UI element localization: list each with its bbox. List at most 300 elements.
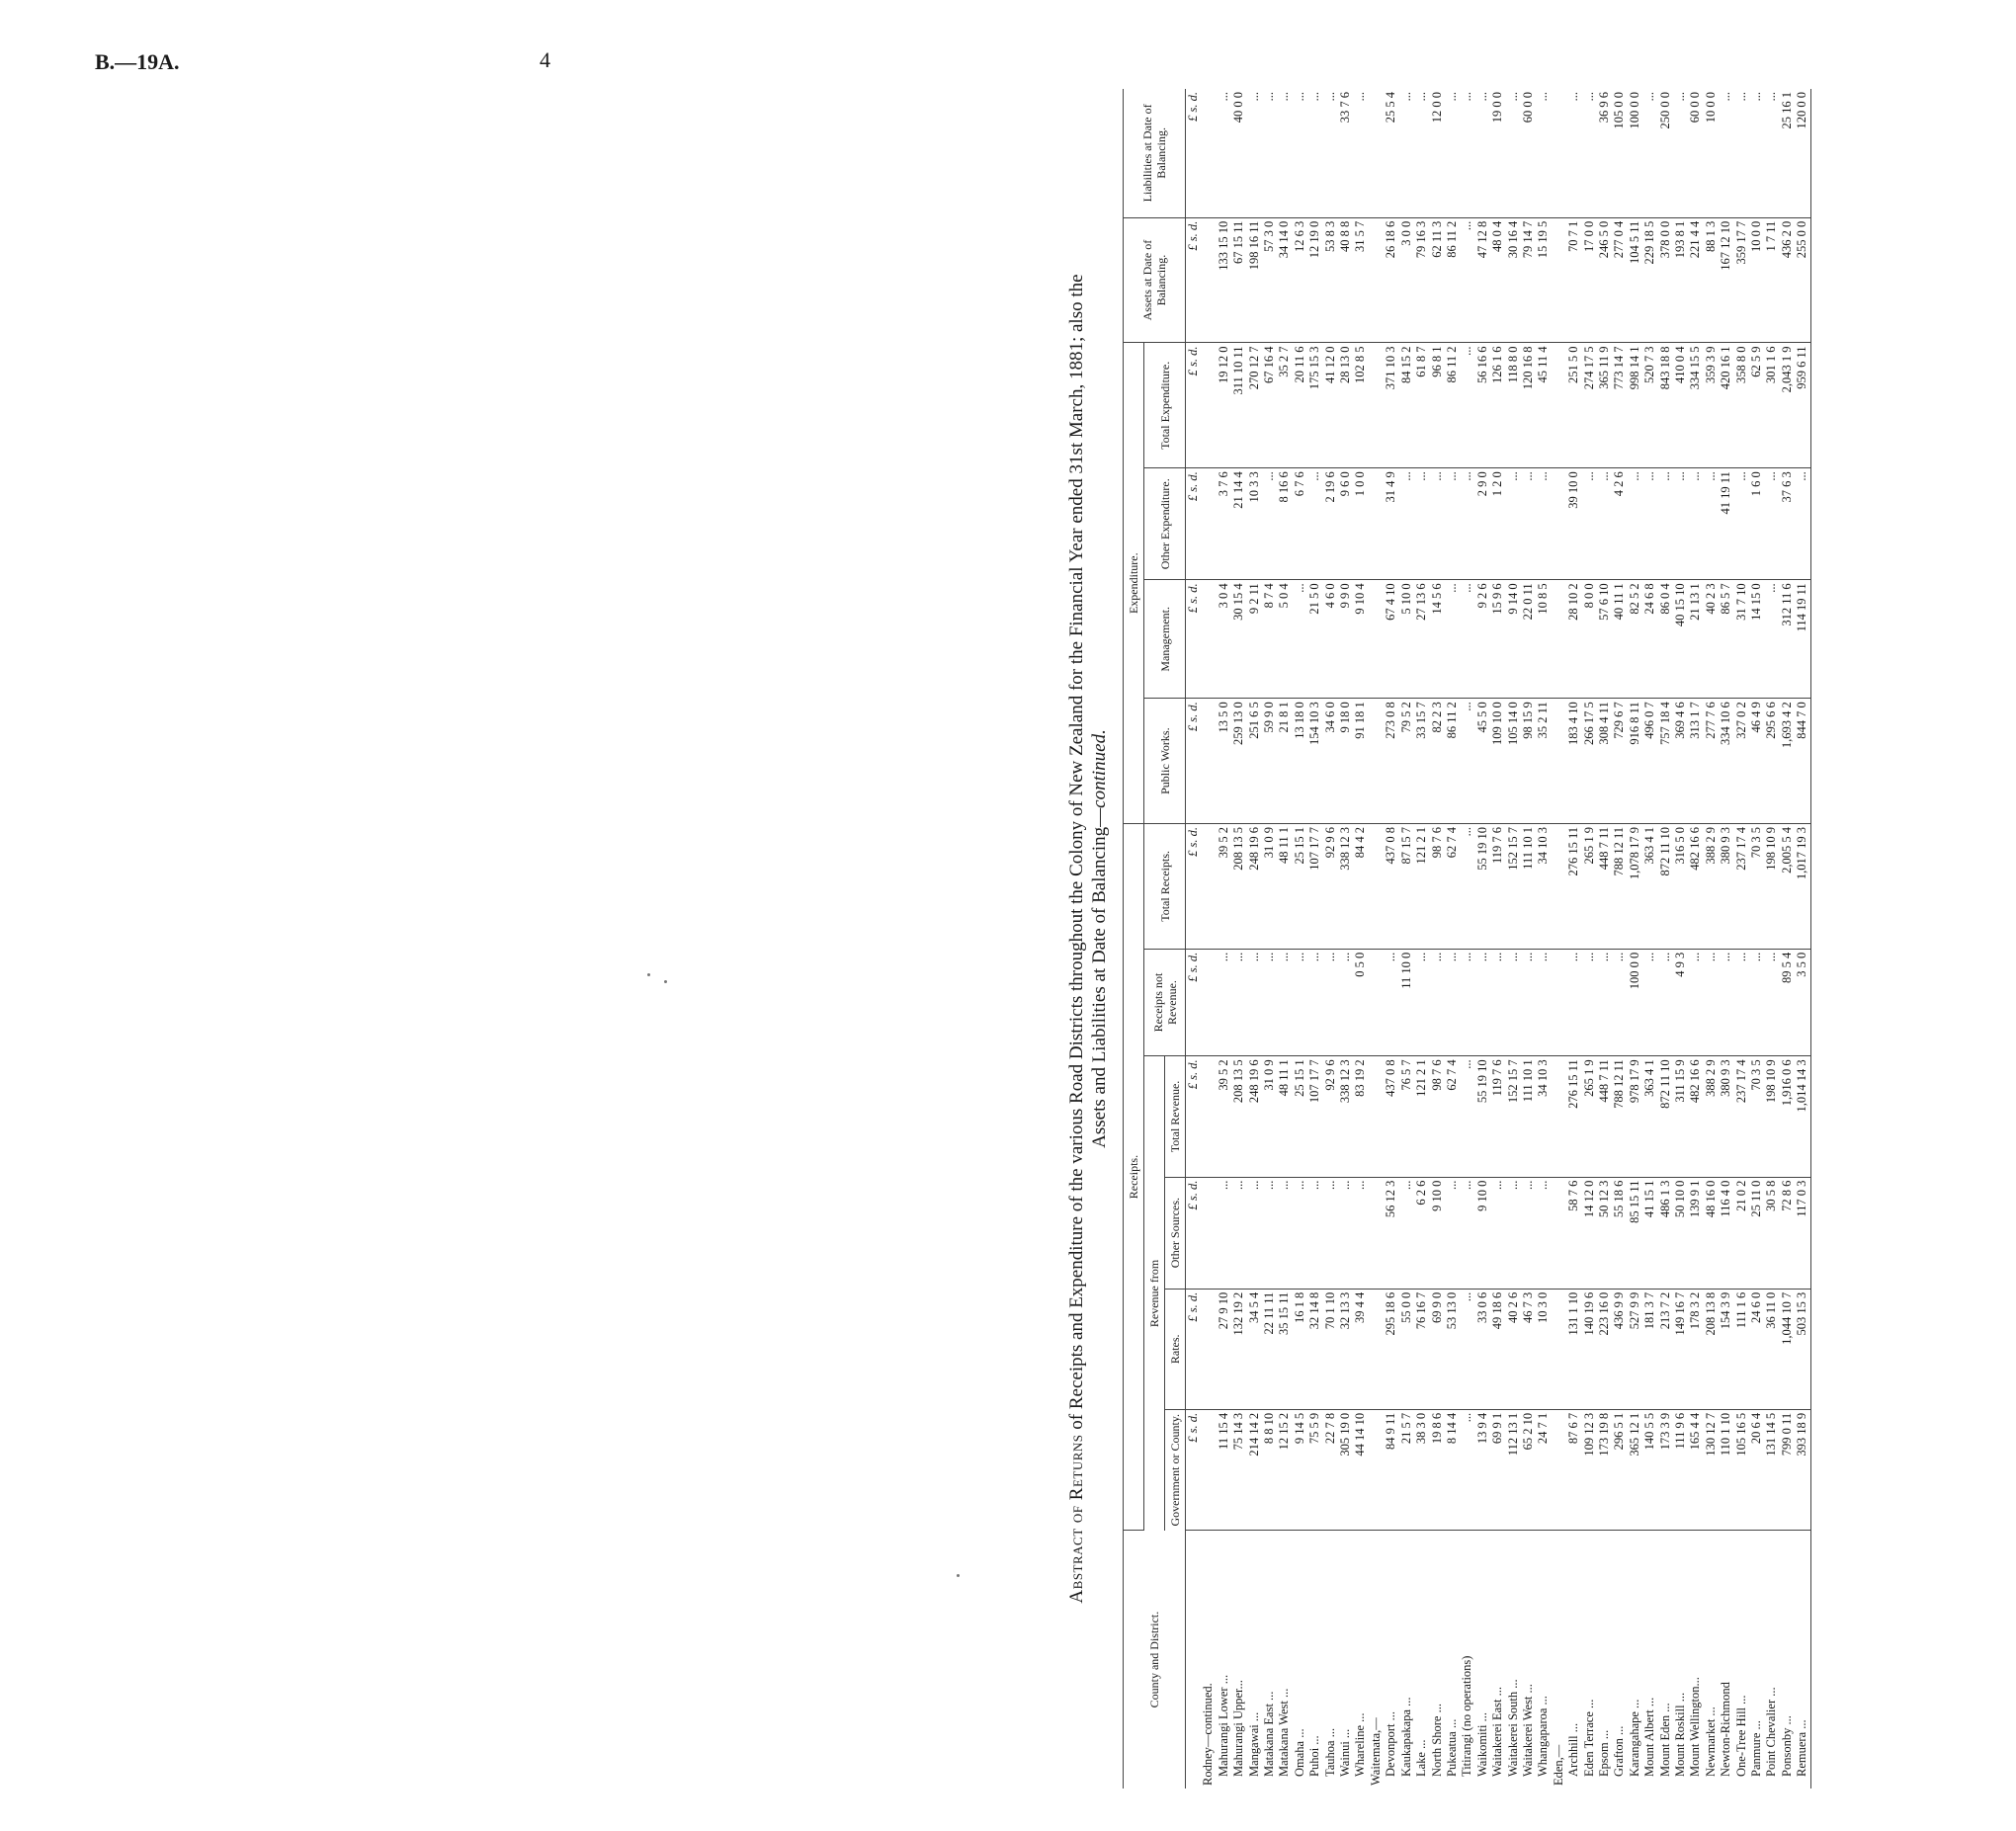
table-cell: 22 7 8 — [1323, 1409, 1338, 1530]
table-cell: ... — [1414, 949, 1429, 1056]
table-cell — [1552, 89, 1566, 217]
table-cell: 31 0 9 — [1262, 1056, 1277, 1177]
table-cell: ... — [1445, 468, 1460, 580]
table-cell: ... — [1795, 468, 1810, 580]
leader-dots — [1201, 1531, 1216, 1559]
table-cell: 338 12 3 — [1338, 1056, 1353, 1177]
table-cell: 12 19 0 — [1307, 217, 1322, 343]
table-cell: 149 16 7 — [1673, 1289, 1688, 1409]
table-cell — [1369, 949, 1384, 1056]
table-row — [1597, 89, 1612, 1789]
leader-dots — [1506, 1531, 1521, 1559]
table-cell: 266 17 5 — [1582, 699, 1597, 824]
county-heading-row — [1369, 89, 1384, 1789]
table-cell: 107 17 7 — [1307, 824, 1322, 950]
table-cell: 35 2 7 — [1277, 343, 1292, 468]
table-cell: 436 9 9 — [1612, 1289, 1627, 1409]
table-cell: ... — [1506, 89, 1521, 217]
leader-dots — [1430, 1531, 1445, 1559]
table-cell: 6 7 6 — [1293, 468, 1307, 580]
table-cell: 388 2 9 — [1704, 824, 1719, 950]
table-cell: 34 5 4 — [1247, 1289, 1262, 1409]
table-row — [1795, 89, 1810, 1789]
district-name: One-Tree Hill ... — [1733, 1695, 1748, 1777]
table-cell: 1 2 0 — [1490, 468, 1505, 580]
leader-dots — [1795, 1531, 1810, 1559]
table-cell: 48 11 1 — [1277, 1056, 1292, 1177]
table-cell: 109 10 0 — [1490, 699, 1505, 824]
table-cell: ... — [1430, 949, 1445, 1056]
district-name: Mangawai ... — [1246, 1711, 1261, 1777]
table-cell: 100 0 0 — [1628, 949, 1642, 1056]
table-cell: 47 12 8 — [1475, 217, 1490, 343]
table-cell: 152 15 7 — [1506, 1056, 1521, 1177]
table-cell: 11 15 4 — [1217, 1409, 1231, 1530]
table-cell: 19 12 0 — [1217, 343, 1231, 468]
table-cell: 154 10 3 — [1307, 699, 1322, 824]
table-cell: 2,043 1 9 — [1780, 343, 1795, 468]
table-row — [1460, 89, 1474, 1789]
table-cell: ... — [1597, 949, 1612, 1056]
district-name: Waitakerei West ... — [1520, 1684, 1535, 1777]
table-cell: 998 14 1 — [1628, 343, 1642, 468]
header-total-revenue: Total Revenue. — [1165, 1056, 1186, 1177]
table-cell: 799 0 11 — [1780, 1409, 1795, 1530]
table-cell: 26 18 6 — [1384, 217, 1398, 343]
table-cell: 34 14 0 — [1277, 217, 1292, 343]
table-cell: ... — [1460, 1056, 1474, 1177]
table-cell: 1,017 19 3 — [1795, 824, 1810, 950]
header-government: Government or County. — [1165, 1409, 1186, 1530]
table-cell: 8 7 4 — [1262, 580, 1277, 699]
table-title — [1065, 89, 1111, 1789]
leader-dots — [1704, 1531, 1719, 1559]
table-cell — [1201, 1289, 1216, 1409]
table-cell: 13 5 0 — [1217, 699, 1231, 824]
leader-dots — [1475, 1531, 1490, 1559]
table-cell: 410 0 4 — [1673, 343, 1688, 468]
table-cell — [1552, 1409, 1566, 1530]
leader-dots — [1764, 1531, 1779, 1559]
table-cell: 729 6 7 — [1612, 699, 1627, 824]
table-cell — [1201, 89, 1216, 217]
table-cell: 1 0 0 — [1353, 468, 1368, 580]
table-cell: 41 19 11 — [1719, 468, 1733, 580]
table-cell: 2 9 0 — [1475, 468, 1490, 580]
table-cell: 55 18 6 — [1612, 1177, 1627, 1289]
table-cell: 120 16 8 — [1521, 343, 1536, 468]
table-cell: 31 0 9 — [1262, 824, 1277, 950]
table-cell: 959 6 11 — [1795, 343, 1810, 468]
table-cell: 21 8 1 — [1277, 699, 1292, 824]
units-cell: £ s. d. — [1186, 1409, 1202, 1530]
table-cell: 119 7 6 — [1490, 824, 1505, 950]
table-cell: 198 10 9 — [1764, 1056, 1779, 1177]
table-cell: ... — [1293, 949, 1307, 1056]
table-cell: 276 15 11 — [1566, 1056, 1581, 1177]
table-cell: ... — [1399, 1177, 1414, 1289]
table-cell: 277 7 6 — [1704, 699, 1719, 824]
header-receipts: Receipts. — [1124, 824, 1144, 1531]
table-cell: 237 17 4 — [1734, 1056, 1749, 1177]
leader-dots — [1673, 1531, 1688, 1559]
table-row — [1658, 89, 1673, 1789]
table-cell: 84 9 11 — [1384, 1409, 1398, 1530]
table-cell — [1369, 1289, 1384, 1409]
table-cell: 527 9 9 — [1628, 1289, 1642, 1409]
table-cell: 843 18 8 — [1658, 343, 1673, 468]
table-cell: 70 7 1 — [1566, 217, 1581, 343]
table-cell: 8 14 4 — [1445, 1409, 1460, 1530]
table-cell: 27 13 6 — [1414, 580, 1429, 699]
table-cell: 24 6 8 — [1642, 580, 1657, 699]
header-county: County and District. — [1124, 1531, 1186, 1789]
table-cell: 10 0 0 — [1749, 217, 1764, 343]
table-cell: ... — [1506, 1177, 1521, 1289]
table-row — [1490, 89, 1505, 1789]
table-cell: 237 17 4 — [1734, 824, 1749, 950]
table-cell: 437 0 8 — [1384, 824, 1398, 950]
table-cell: ... — [1384, 949, 1398, 1056]
table-cell: 208 13 5 — [1231, 824, 1246, 950]
county-name: Waitemata,— — [1368, 1717, 1383, 1786]
title-prefix: Abstract of Returns — [1066, 1434, 1087, 1604]
table-cell: 87 15 7 — [1399, 824, 1414, 950]
table-cell: 334 15 5 — [1688, 343, 1703, 468]
table-cell — [1552, 468, 1566, 580]
table-cell: ... — [1734, 89, 1749, 217]
table-cell: 277 0 4 — [1612, 217, 1627, 343]
leader-dots — [1628, 1531, 1642, 1559]
table-cell — [1369, 580, 1384, 699]
county-heading-row — [1552, 89, 1566, 1789]
table-cell: 844 7 0 — [1795, 699, 1810, 824]
table-cell: 56 12 3 — [1384, 1177, 1398, 1289]
table-cell: 369 4 6 — [1673, 699, 1688, 824]
table-cell: ... — [1582, 949, 1597, 1056]
leader-dots — [1247, 1531, 1262, 1559]
table-cell: 37 6 3 — [1780, 468, 1795, 580]
table-cell: 420 16 1 — [1719, 343, 1733, 468]
table-cell: 273 0 8 — [1384, 699, 1398, 824]
table-row — [1780, 89, 1795, 1789]
units-cell: £ s. d. — [1186, 949, 1202, 1056]
table-cell — [1201, 580, 1216, 699]
table-cell: 10 3 3 — [1247, 468, 1262, 580]
table-cell: ... — [1582, 89, 1597, 217]
table-cell: ... — [1399, 468, 1414, 580]
leader-dots — [1353, 1531, 1368, 1559]
leader-dots — [1217, 1531, 1231, 1559]
table-cell: 363 4 1 — [1642, 1056, 1657, 1177]
table-cell: ... — [1673, 89, 1688, 217]
table-cell: 378 0 0 — [1658, 217, 1673, 343]
table-cell: 313 1 7 — [1688, 699, 1703, 824]
table-row — [1430, 89, 1445, 1789]
table-cell: 45 11 4 — [1536, 343, 1551, 468]
table-row — [1764, 89, 1779, 1789]
table-cell — [1552, 580, 1566, 699]
table-cell: 34 10 3 — [1536, 824, 1551, 950]
table-cell — [1552, 1056, 1566, 1177]
table-cell: 41 12 0 — [1323, 343, 1338, 468]
table-cell: ... — [1460, 699, 1474, 824]
table-cell: ... — [1566, 89, 1581, 217]
table-cell: 14 12 0 — [1582, 1177, 1597, 1289]
district-name: Point Chevalier ... — [1764, 1687, 1779, 1777]
table-cell: 788 12 11 — [1612, 824, 1627, 950]
table-cell: 58 7 6 — [1566, 1177, 1581, 1289]
table-cell: 208 13 5 — [1231, 1056, 1246, 1177]
table-cell: 133 15 10 — [1217, 217, 1231, 343]
table-cell: 38 3 0 — [1414, 1409, 1429, 1530]
table-cell — [1369, 1056, 1384, 1177]
table-cell: 53 8 3 — [1323, 217, 1338, 343]
table-row — [1338, 89, 1353, 1789]
table-cell: 978 17 9 — [1628, 1056, 1642, 1177]
table-cell: 140 5 5 — [1642, 1409, 1657, 1530]
table-cell: 9 2 11 — [1247, 580, 1262, 699]
table-cell — [1369, 89, 1384, 217]
table-cell: ... — [1719, 949, 1733, 1056]
leader-dots — [1582, 1531, 1597, 1559]
table-cell: 50 10 0 — [1673, 1177, 1688, 1289]
table-cell: 60 0 0 — [1521, 89, 1536, 217]
table-cell — [1201, 1177, 1216, 1289]
table-cell: 55 0 0 — [1399, 1289, 1414, 1409]
table-cell: ... — [1490, 949, 1505, 1056]
table-cell: ... — [1338, 1177, 1353, 1289]
table-cell: 40 8 8 — [1338, 217, 1353, 343]
units-cell: £ s. d. — [1186, 468, 1202, 580]
table-cell: 22 0 11 — [1521, 580, 1536, 699]
table-cell: 9 14 0 — [1506, 580, 1521, 699]
table-cell: ... — [1399, 89, 1414, 217]
table-cell: 139 9 1 — [1688, 1177, 1703, 1289]
table-cell: 208 13 8 — [1704, 1289, 1719, 1409]
county-name: Rodney—continued. — [1201, 1683, 1216, 1786]
table-cell: 132 19 2 — [1231, 1289, 1246, 1409]
table-cell: 88 1 3 — [1704, 217, 1719, 343]
units-cell: £ s. d. — [1186, 89, 1202, 217]
table-cell: 33 0 6 — [1475, 1289, 1490, 1409]
table-cell: ... — [1764, 89, 1779, 217]
table-cell: ... — [1293, 89, 1307, 217]
leader-dots — [1780, 1531, 1795, 1559]
table-cell: 8 8 10 — [1262, 1409, 1277, 1530]
table-cell — [1201, 949, 1216, 1056]
table-row — [1612, 89, 1627, 1789]
table-cell: ... — [1293, 580, 1307, 699]
table-row — [1521, 89, 1536, 1789]
table-cell: 67 16 4 — [1262, 343, 1277, 468]
district-name: Wainui ... — [1338, 1728, 1353, 1777]
table-cell: 872 11 10 — [1658, 1056, 1673, 1177]
units-cell: £ s. d. — [1186, 1177, 1202, 1289]
district-name: Devonport ... — [1384, 1711, 1398, 1777]
table-cell: 388 2 9 — [1704, 1056, 1719, 1177]
table-cell — [1201, 1409, 1216, 1530]
table-cell: 9 9 0 — [1338, 580, 1353, 699]
table-cell: 198 10 9 — [1764, 824, 1779, 950]
table-cell: 178 3 2 — [1688, 1289, 1703, 1409]
table-cell: ... — [1277, 1177, 1292, 1289]
table-cell: 311 15 9 — [1673, 1056, 1688, 1177]
table-cell: 1 6 0 — [1749, 468, 1764, 580]
table-cell: 19 8 6 — [1430, 1409, 1445, 1530]
table-cell: 70 3 5 — [1749, 1056, 1764, 1177]
district-name: Whangaparoa ... — [1536, 1696, 1551, 1777]
table-cell: ... — [1521, 1177, 1536, 1289]
table-cell: 183 4 10 — [1566, 699, 1581, 824]
header-public-works: Public Works. — [1144, 699, 1186, 824]
table-cell — [1552, 949, 1566, 1056]
header-other-sources: Other Sources. — [1165, 1177, 1186, 1289]
table-cell: 365 12 1 — [1628, 1409, 1642, 1530]
table-cell — [1201, 1056, 1216, 1177]
table-cell: ... — [1247, 949, 1262, 1056]
district-name: Mount Eden ... — [1657, 1703, 1672, 1777]
table-cell: 9 6 0 — [1338, 468, 1353, 580]
district-name: Mount Albert ... — [1642, 1697, 1657, 1777]
table-cell: ... — [1536, 468, 1551, 580]
header-assets: Assets at Date of Balancing. — [1124, 217, 1186, 343]
table-cell: ... — [1628, 468, 1642, 580]
table-row — [1673, 89, 1688, 1789]
stray-mark — [664, 980, 667, 983]
district-name: Titirangi (no operations) — [1460, 1655, 1474, 1777]
table-cell: 36 11 0 — [1764, 1289, 1779, 1409]
table-cell: ... — [1323, 89, 1338, 217]
table-cell: 107 17 7 — [1307, 1056, 1322, 1177]
table-cell: 246 5 0 — [1597, 217, 1612, 343]
table-cell: ... — [1460, 89, 1474, 217]
table-cell: 327 0 2 — [1734, 699, 1749, 824]
district-name: Kaukapakapa ... — [1398, 1697, 1413, 1777]
table-cell: ... — [1506, 468, 1521, 580]
table-cell: 65 2 10 — [1521, 1409, 1536, 1530]
table-cell: 0 5 0 — [1353, 949, 1368, 1056]
table-cell: ... — [1262, 89, 1277, 217]
table-cell: 365 11 9 — [1597, 343, 1612, 468]
table-cell: ... — [1749, 949, 1764, 1056]
table-cell: 13 9 4 — [1475, 1409, 1490, 1530]
table-cell: 24 6 0 — [1749, 1289, 1764, 1409]
table-cell: 181 3 7 — [1642, 1289, 1657, 1409]
table-cell: 92 9 6 — [1323, 824, 1338, 950]
leader-dots — [1262, 1531, 1277, 1559]
district-name: Lake ... — [1414, 1739, 1429, 1777]
table-cell: ... — [1277, 89, 1292, 217]
table-cell: 916 8 11 — [1628, 699, 1642, 824]
table-cell: 62 7 4 — [1445, 824, 1460, 950]
table-cell: 100 0 0 — [1628, 89, 1642, 217]
table-cell: 14 15 0 — [1749, 580, 1764, 699]
table-cell: 3 5 0 — [1795, 949, 1810, 1056]
table-cell: 69 9 1 — [1490, 1409, 1505, 1530]
table-cell: 32 14 8 — [1307, 1289, 1322, 1409]
table-cell: 193 8 1 — [1673, 217, 1688, 343]
table-cell: ... — [1460, 949, 1474, 1056]
table-cell: ... — [1460, 343, 1474, 468]
table-cell: 62 7 4 — [1445, 1056, 1460, 1177]
table-cell: 92 9 6 — [1323, 1056, 1338, 1177]
table-cell — [1369, 343, 1384, 468]
table-row — [1293, 89, 1307, 1789]
table-cell: 1,014 14 3 — [1795, 1056, 1810, 1177]
table-cell: ... — [1764, 580, 1779, 699]
table-cell: 36 9 6 — [1597, 89, 1612, 217]
table-cell: 39 5 2 — [1217, 824, 1231, 950]
table-cell: 40 15 10 — [1673, 580, 1688, 699]
district-name: Newton-Richmond — [1719, 1682, 1733, 1777]
table-cell: ... — [1247, 1177, 1262, 1289]
leader-dots — [1536, 1531, 1551, 1559]
table-cell: 15 9 6 — [1490, 580, 1505, 699]
table-cell: 16 1 8 — [1293, 1289, 1307, 1409]
table-cell: 87 6 7 — [1566, 1409, 1581, 1530]
table-row — [1642, 89, 1657, 1789]
leader-dots — [1277, 1531, 1292, 1559]
table-cell: 44 14 10 — [1353, 1409, 1368, 1530]
table-cell: 105 0 0 — [1612, 89, 1627, 217]
table-cell: 24 7 1 — [1536, 1409, 1551, 1530]
table-cell: ... — [1323, 1177, 1338, 1289]
table-cell: 46 4 9 — [1749, 699, 1764, 824]
table-cell: 13 18 0 — [1293, 699, 1307, 824]
table-cell: 5 10 0 — [1399, 580, 1414, 699]
table-cell: ... — [1597, 468, 1612, 580]
table-cell: ... — [1460, 580, 1474, 699]
table-cell: ... — [1414, 468, 1429, 580]
table-cell: 1,078 17 9 — [1628, 824, 1642, 950]
table-cell: 14 5 6 — [1430, 580, 1445, 699]
district-name: Karangahape ... — [1627, 1699, 1641, 1777]
table-cell — [1552, 699, 1566, 824]
table-cell: 503 15 3 — [1795, 1289, 1810, 1409]
table-cell: 75 14 3 — [1231, 1409, 1246, 1530]
table-cell: 15 19 5 — [1536, 217, 1551, 343]
leader-dots — [1688, 1531, 1703, 1559]
table-cell — [1369, 468, 1384, 580]
table-row — [1566, 89, 1581, 1789]
table-cell: 380 9 3 — [1719, 1056, 1733, 1177]
table-cell: ... — [1338, 949, 1353, 1056]
table-cell: 76 5 7 — [1399, 1056, 1414, 1177]
table-cell: ... — [1460, 468, 1474, 580]
table-cell: 86 11 2 — [1445, 343, 1460, 468]
table-cell: 89 5 4 — [1780, 949, 1795, 1056]
table-cell: 131 1 10 — [1566, 1289, 1581, 1409]
leader-dots — [1384, 1531, 1398, 1559]
table-cell: 105 16 5 — [1734, 1409, 1749, 1530]
table-cell: 248 19 6 — [1247, 824, 1262, 950]
header-total-receipts: Total Receipts. — [1144, 824, 1186, 950]
table-cell: 84 4 2 — [1353, 824, 1368, 950]
table-cell: 12 6 3 — [1293, 217, 1307, 343]
table-cell: 39 4 4 — [1353, 1289, 1368, 1409]
table-cell: ... — [1764, 949, 1779, 1056]
table-cell: ... — [1353, 89, 1368, 217]
table-cell — [1369, 824, 1384, 950]
table-cell: 448 7 11 — [1597, 1056, 1612, 1177]
table-cell: 21 5 7 — [1399, 1409, 1414, 1530]
table-cell: 20 6 4 — [1749, 1409, 1764, 1530]
table-cell: ... — [1217, 1177, 1231, 1289]
table-cell: 8 16 6 — [1277, 468, 1292, 580]
table-cell: 214 14 2 — [1247, 1409, 1262, 1530]
district-name: Panmure ... — [1749, 1720, 1764, 1777]
